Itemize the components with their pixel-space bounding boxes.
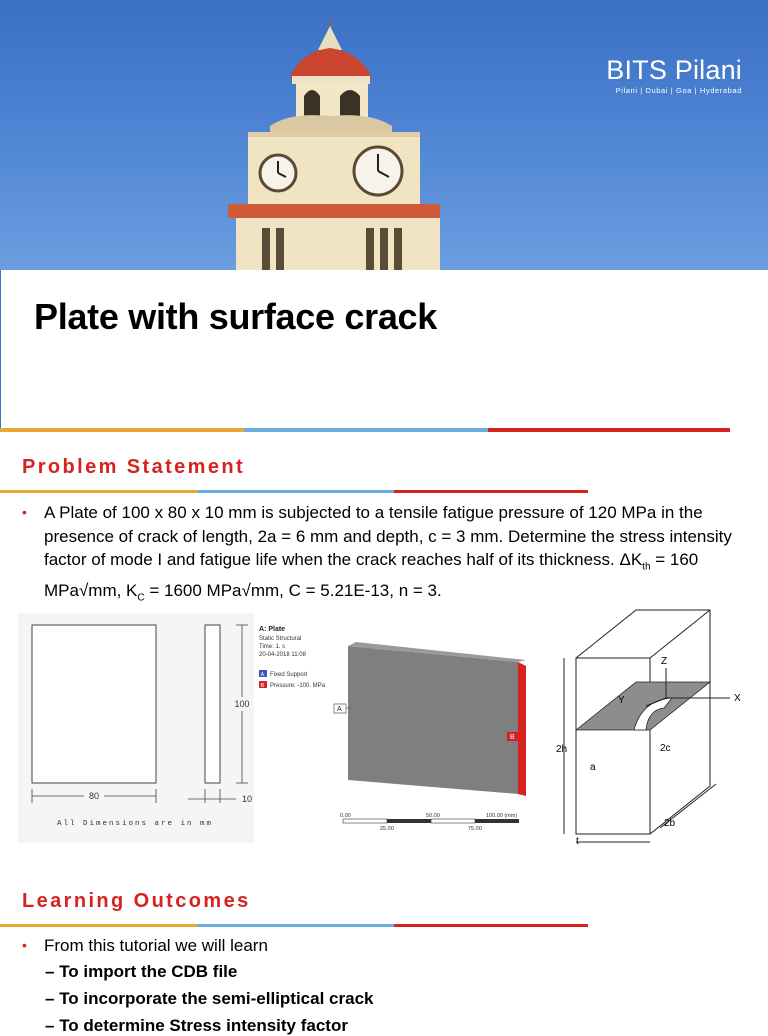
width-2b-label: 2b bbox=[664, 818, 676, 829]
ansys-line3: 20-04-2018 11:08 bbox=[259, 652, 306, 658]
dim-100-label: 100 bbox=[234, 699, 250, 709]
figure-crack-schematic bbox=[540, 606, 760, 846]
outcome-item: – To incorporate the semi-elliptical crack bbox=[45, 989, 374, 1008]
outcomes-underline-blue bbox=[198, 924, 394, 927]
ansys-line2: Time: 1. s bbox=[259, 644, 286, 650]
title-panel bbox=[0, 270, 768, 430]
figure-dimension-drawing bbox=[18, 613, 254, 843]
ansys-title: A: Plate bbox=[259, 626, 286, 633]
scale-25: 25.00 bbox=[380, 826, 394, 832]
crack-a-label: a bbox=[590, 762, 596, 773]
outcome-item: – To import the CDB file bbox=[45, 962, 238, 981]
outcomes-intro: From this tutorial we will learn bbox=[44, 936, 268, 955]
outcome-item: – To determine Stress intensity factor bbox=[45, 1016, 348, 1035]
legend-fixed-support: Fixed Support bbox=[270, 672, 308, 678]
dimension-note: All Dimensions are in mm bbox=[56, 820, 214, 828]
header-banner bbox=[0, 0, 768, 270]
heading-underline-gold bbox=[0, 490, 198, 493]
outcomes-underline-gold bbox=[0, 924, 198, 927]
clock-tower-image bbox=[0, 0, 768, 270]
slide-title: Plate with surface crack bbox=[34, 296, 438, 337]
scale-75: 75.00 bbox=[468, 826, 482, 832]
axis-x-label: X bbox=[734, 693, 741, 704]
svg-text:B: B bbox=[260, 683, 265, 689]
outcomes-underline-red bbox=[394, 924, 588, 927]
brand-campuses: Pilani | Dubai | Goa | Hyderabad bbox=[615, 86, 742, 95]
axis-z-label: Z bbox=[661, 656, 668, 667]
heading-underline-blue bbox=[198, 490, 394, 493]
heading-underline-red bbox=[394, 490, 588, 493]
brand-name: BITS Pilani bbox=[606, 55, 742, 85]
figure-ansys-model bbox=[256, 616, 534, 834]
dim-10-label: 10 bbox=[242, 794, 253, 804]
bullet-dot: • bbox=[22, 504, 27, 520]
dim-80-label: 80 bbox=[88, 791, 100, 801]
ansys-label-b: B bbox=[510, 734, 515, 741]
divider-gold bbox=[0, 428, 244, 432]
bullet-dot: • bbox=[22, 937, 27, 953]
ansys-label-a: A bbox=[337, 706, 342, 713]
problem-heading: Problem Statement bbox=[22, 456, 246, 478]
outcomes-heading: Learning Outcomes bbox=[22, 890, 251, 912]
brand-logo bbox=[606, 56, 742, 95]
divider-red bbox=[488, 428, 730, 432]
ansys-line1: Static Structural bbox=[259, 636, 302, 642]
axis-y-label: Y bbox=[618, 695, 625, 706]
scale-0: 0.00 bbox=[340, 813, 351, 819]
scale-100: 100.00 (mm) bbox=[486, 813, 518, 819]
legend-pressure: Pressure: -100. MPa bbox=[270, 683, 326, 689]
outcomes-intro-bullet bbox=[22, 934, 742, 958]
crack-2c-label: 2c bbox=[660, 743, 671, 754]
problem-text: A Plate of 100 x 80 x 10 mm is subjected to a tensile fatigue pressure of 120 MPa in the presence of crack of length, 2a = 6 mm and depth, c = 3 mm. Determine the stress intensity factor of mode I and fatigue life when the crack reaches half of its thickness. $\Delta K_{th} = 160$ MPa√mm, $K_C = 1600$ MPa√mm, C = 5.21E-13, n = 3. bbox=[44, 503, 732, 604]
problem-bullet bbox=[22, 501, 746, 610]
divider-blue bbox=[244, 428, 488, 432]
thickness-t-label: t bbox=[576, 836, 579, 846]
svg-text:A: A bbox=[260, 672, 265, 678]
scale-50: 50.00 bbox=[426, 813, 440, 819]
height-2h-label: 2h bbox=[556, 744, 568, 755]
